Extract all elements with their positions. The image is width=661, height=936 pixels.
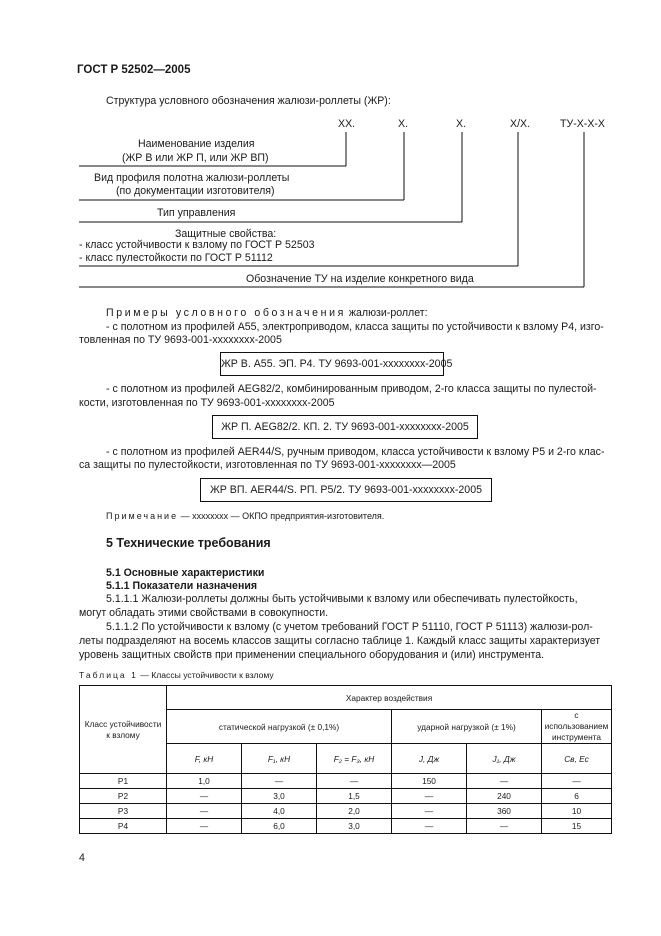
code-x2: Х. <box>456 118 467 130</box>
cell: — <box>467 819 542 834</box>
example3-box: ЖР ВП. AER44/S. РП. Р5/2. ТУ 9693-001-хххххххх-2005 <box>200 478 492 502</box>
table-row <box>80 819 612 834</box>
code-xx: ХХ. <box>338 118 356 130</box>
section-title: 5 Технические требования <box>106 536 271 550</box>
example2-line2: кости, изготовленная по ТУ 9693-001-хххххххх-2005 <box>79 397 335 409</box>
subsection-5-1: 5.1 Основные характеристики <box>106 567 265 579</box>
cell: — <box>242 774 317 789</box>
h-f1: F₁, кН <box>242 744 317 774</box>
cell: 10 <box>542 804 612 819</box>
code-tu: ТУ-Х-Х-Х <box>560 118 605 130</box>
para-5-1-1-1-a: 5.1.1.1 Жалюзи-роллеты должны быть устойчивыми к взлому или обеспечивать пулестойкость, <box>106 593 578 605</box>
cell: 6 <box>542 789 612 804</box>
sub-tool-header: с использованием инструмента <box>542 710 612 744</box>
cell: 2,0 <box>317 804 392 819</box>
cell: — <box>392 819 467 834</box>
example1-box: ЖР В. А55. ЭП. Р4. ТУ 9693-001-хххххххх-2005 <box>220 352 444 376</box>
example1-line1: - с полотном из профилей А55, электроприводом, класса защиты по устойчивости к взлому Р4, изго- <box>106 321 604 333</box>
para-5-1-1-2-b: леты подразделяют на восемь классов защиты согласно таблице 1. Каждый класс защиты характеризует <box>79 635 601 647</box>
cell: — <box>392 804 467 819</box>
label-name-1: Наименование изделия <box>138 138 255 150</box>
cell: 360 <box>467 804 542 819</box>
sub-impact-header: ударной нагрузкой (± 1%) <box>392 710 542 744</box>
example1-line2: товленная по ТУ 9693-001-хххххххх-2005 <box>79 334 282 346</box>
cell: 3,0 <box>317 819 392 834</box>
cell: 6,0 <box>242 819 317 834</box>
h-f2: F₂ = F₃, кН <box>317 744 392 774</box>
cell: 3,0 <box>242 789 317 804</box>
example3-line2: са защиты по пулестойкости, изготовленная по ТУ 9693-001-хххххххх—2005 <box>79 459 456 471</box>
table-caption: Таблица 1 — Классы устойчивости к взлому <box>79 670 274 680</box>
document-header: ГОСТ Р 52502—2005 <box>77 64 191 76</box>
cell: Р4 <box>80 819 167 834</box>
cell: Р2 <box>80 789 167 804</box>
para-5-1-1-2-c: уровень защитных свойств при применении специального оборудования и (или) инструмента. <box>79 649 545 661</box>
h-f: F, кН <box>167 744 242 774</box>
code-xx-slash: Х/Х. <box>510 118 531 130</box>
col-group-header: Характер воздействия <box>167 686 612 710</box>
resistance-table <box>79 685 612 834</box>
cell: 240 <box>467 789 542 804</box>
h-c: Cв, Ес <box>542 744 612 774</box>
examples-note: Примечание — хххххххх — ОКПО предприятия-изготовителя. <box>106 511 385 521</box>
cell: — <box>392 789 467 804</box>
label-protect-1: Защитные свойства: <box>175 228 277 240</box>
code-x1: Х. <box>398 118 409 130</box>
table-row <box>80 789 612 804</box>
cell: — <box>167 789 242 804</box>
label-name-2: (ЖР В или ЖР П, или ЖР ВП) <box>122 152 269 164</box>
label-profile-2: (по документации изготовителя) <box>116 185 275 197</box>
cell: — <box>167 819 242 834</box>
cell: Р1 <box>80 774 167 789</box>
cell: 15 <box>542 819 612 834</box>
label-protect-2: - класс устойчивости к взлому по ГОСТ Р 52503 <box>79 239 315 251</box>
cell: — <box>542 774 612 789</box>
cell: — <box>467 774 542 789</box>
example2-line1: - с полотном из профилей AEG82/2, комбинированным приводом, 2-го класса защиты по пулестой- <box>106 383 597 395</box>
cell: — <box>167 804 242 819</box>
examples-intro: Примеры условного обозначения жалюзи-роллет: <box>106 307 428 319</box>
para-5-1-1-2-a: 5.1.1.2 По устойчивости к взлому (с учетом требований ГОСТ Р 51110, ГОСТ Р 51113) жалюзи-рол- <box>106 621 593 633</box>
cell: 1,5 <box>317 789 392 804</box>
cell: 150 <box>392 774 467 789</box>
h-j1: J₁, Дж <box>467 744 542 774</box>
label-profile-1: Вид профиля полотна жалюзи-роллеты <box>94 172 290 184</box>
label-tu: Обозначение ТУ на изделие конкретного вида <box>246 273 474 285</box>
sub-static-header: статической нагрузкой (± 0,1%) <box>167 710 392 744</box>
para-5-1-1-1-b: могут обладать этими свойствами в совокупности. <box>79 607 329 619</box>
table-row <box>80 774 612 789</box>
page-number: 4 <box>79 852 85 864</box>
cell: Р3 <box>80 804 167 819</box>
label-control: Тип управления <box>157 207 236 219</box>
cell: 4,0 <box>242 804 317 819</box>
example3-line1: - с полотном из профилей AER44/S, ручным приводом, класса устойчивости к взлому Р5 и 2-го клас- <box>106 446 605 458</box>
structure-intro: Структура условного обозначения жалюзи-роллеты (ЖР): <box>106 95 391 107</box>
h-j: J, Дж <box>392 744 467 774</box>
example2-box: ЖР П. AEG82/2. КП. 2. ТУ 9693-001-хххххххх-2005 <box>212 415 478 439</box>
col-class-header: Класс устойчивости к взлому <box>80 686 167 774</box>
subsection-5-1-1: 5.1.1 Показатели назначения <box>106 580 258 592</box>
label-protect-3: - класс пулестойкости по ГОСТ Р 51112 <box>79 252 273 264</box>
cell: 1,0 <box>167 774 242 789</box>
table-row <box>80 804 612 819</box>
cell: — <box>317 774 392 789</box>
